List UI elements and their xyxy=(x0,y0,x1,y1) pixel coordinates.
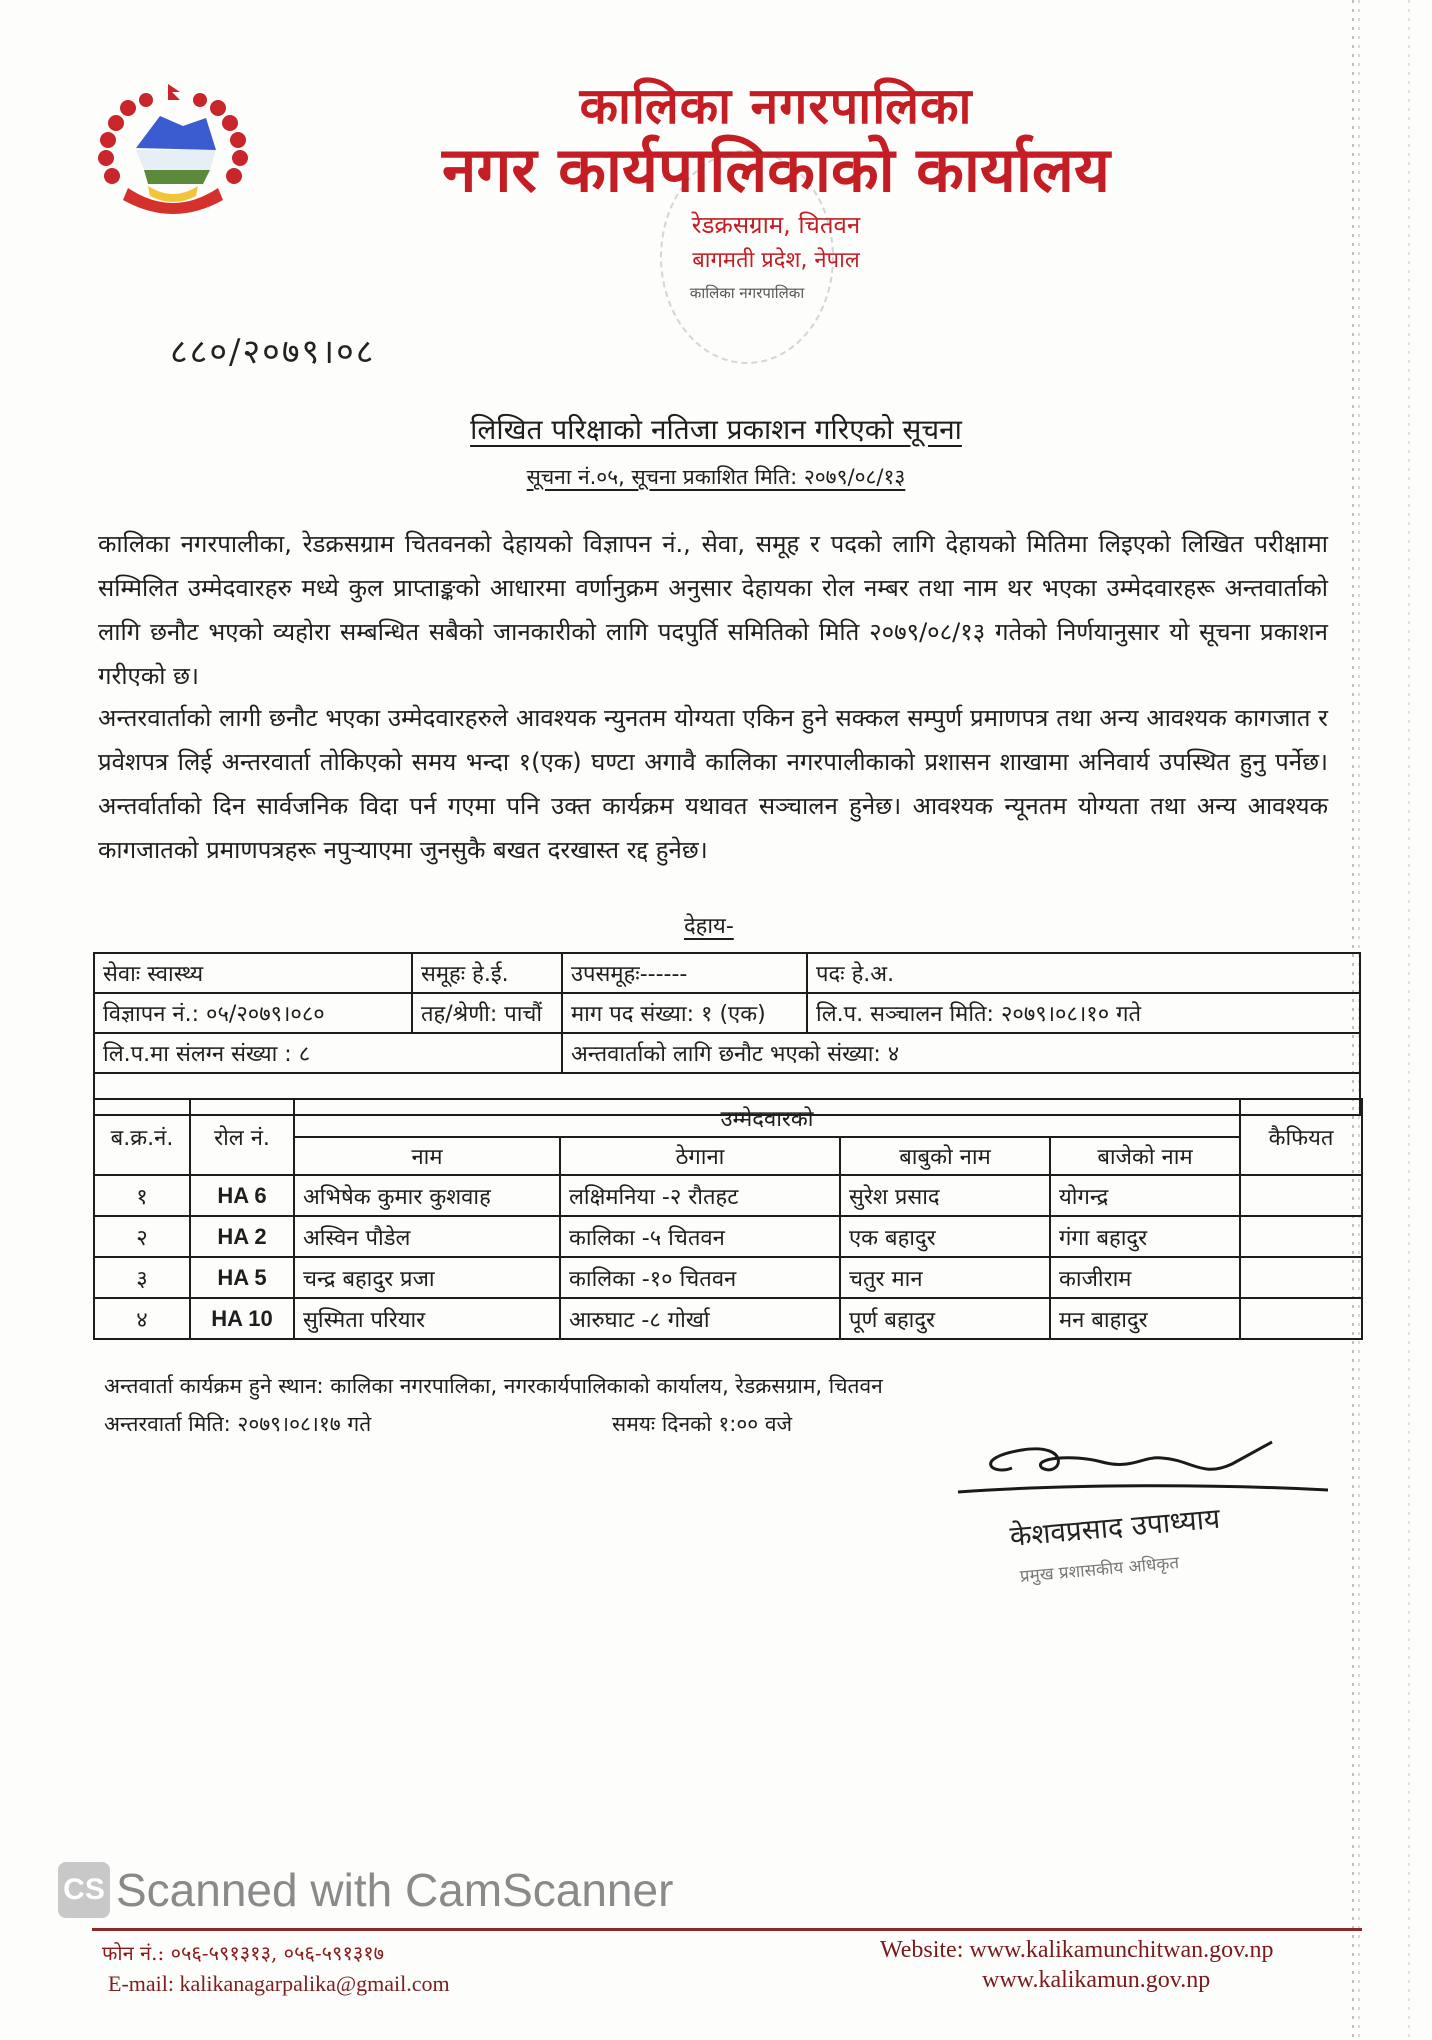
address-line-1: रेडक्रसग्राम, चितवन xyxy=(691,211,861,239)
maag-pad-cell: माग पद संख्या: १ (एक) xyxy=(562,993,807,1033)
camscanner-logo-icon: CS xyxy=(58,1862,110,1918)
exam-details-table xyxy=(93,952,1361,1116)
row-address: आरुघाट -८ गोर्खा xyxy=(560,1298,840,1339)
row-address: कालिका -१० चितवन xyxy=(560,1257,840,1298)
row-address: लक्षिमनिया -२ रौतहट xyxy=(560,1175,840,1216)
header-remarks: कैफियत xyxy=(1240,1099,1362,1175)
signatory-designation: प्रमुख प्रशासकीय अधिकृत xyxy=(1019,1553,1180,1587)
interview-venue: अन्तवार्ता कार्यक्रम हुने स्थान: कालिका नगरपालिका, नगरकार्यपालिकाको कार्यालय, रेडक्रसग्राम, चितवन xyxy=(104,1374,883,1398)
lipa-count-cell: लि.प.मा संलग्न संख्या : ८ xyxy=(94,1033,562,1073)
row-grandfather: मन बाहादुर xyxy=(1050,1298,1240,1339)
row-father: चतुर मान xyxy=(840,1257,1050,1298)
header-sn: ब.क्र.नं. xyxy=(94,1099,190,1175)
notice-subtitle: सूचना नं.०५, सूचना प्रकाशित मिति: २०७९/०८/१३ xyxy=(526,465,906,489)
pad-cell: पदः हे.अ. xyxy=(807,953,1360,993)
table-row xyxy=(94,1257,1362,1298)
notice-title: लिखित परिक्षाको नतिजा प्रकाशन गरिएको सूचना xyxy=(470,413,962,446)
table-row xyxy=(94,1216,1362,1257)
footer-divider xyxy=(92,1928,1362,1931)
table-row xyxy=(94,1175,1362,1216)
signatory-name: केशवप्रसाद उपाध्याय xyxy=(1008,1501,1222,1553)
header-father: बाबुको नाम xyxy=(840,1137,1050,1175)
row-roll: HA 2 xyxy=(190,1216,294,1257)
footer-email: E-mail: kalikanagarpalika@gmail.com xyxy=(108,1971,450,1996)
row-roll: HA 5 xyxy=(190,1257,294,1298)
header-address: ठेगाना xyxy=(560,1137,840,1175)
taha-cell: तह/श्रेणी: पाचौं xyxy=(412,993,562,1033)
notice-paragraph-1: कालिका नगरपालीका, रेडक्रसग्राम चितवनको देहायको विज्ञापन नं., सेवा, समूह र पदको लागि देहायको मितिमा लिइएको लिखित परीक्षामा सम्मिलित उम्मेदवारहरु मध्ये कुल प्राप्ताङ्कको आधारमा वर्णानुक्रम अनुसार देहायका रोल नम्बर तथा नाम थर भएका उम्मेदवारहरू अन्तवार्ताको लागि छनौट भएको व्यहोरा सम्बन्धित सबैको जानकारीको लागि पदपुर्ति समितिको मिति २०७९/०८/१३ गतेको निर्णयानुसार यो सूचना प्रकाशन गरीएको छ। xyxy=(98,530,1328,690)
header-grandfather: बाजेको नाम xyxy=(1050,1137,1240,1175)
row-remarks xyxy=(1240,1298,1362,1339)
notice-paragraph-2: अन्तरवार्ताको लागी छनौट भएका उम्मेदवारहरुले आवश्यक न्युनतम योग्यता एकिन हुने सक्कल सम्पुर्ण प्रमाणपत्र तथा अन्य आवश्यक कागजात र प्रवेशपत्र लिई अन्तरवार्ता तोकिएको समय भन्दा १(एक) घण्टा अगावै कालिका नगरपालीकाको प्रशासन शाखामा अनिवार्य उपस्थित हुनु पर्नेछ। अन्तर्वार्ताको दिन सार्वजनिक विदा पर्न गएमा पनि उक्त कार्यक्रम यथावत सञ्चालन हुनेछ। आवश्यक न्यूनतम योग्यता तथा अन्य आवश्यक कागजातको प्रमाणपत्रहरू नपुऱ्याएमा जुनसुकै बखत दरखास्त रद्द हुनेछ। xyxy=(98,704,1329,864)
scan-edge-artifact xyxy=(1408,0,1410,2040)
row-roll: HA 10 xyxy=(190,1298,294,1339)
row-sn: ४ xyxy=(94,1298,190,1339)
row-father: एक बहादुर xyxy=(840,1216,1050,1257)
sewa-cell: सेवाः स्वास्थ्य xyxy=(94,953,412,993)
table-row xyxy=(94,1298,1362,1339)
row-name: अस्विन पौडेल xyxy=(294,1216,560,1257)
row-sn: १ xyxy=(94,1175,190,1216)
office-name: नगर कार्यपालिकाको कार्यालय xyxy=(442,133,1110,206)
footer-website-2: www.kalikamun.gov.np xyxy=(982,1967,1211,1993)
row-grandfather: गंगा बहादुर xyxy=(1050,1216,1240,1257)
row-name: चन्द्र बहादुर प्रजा xyxy=(294,1257,560,1298)
office-stamp xyxy=(660,150,834,364)
dehay-label: देहाय- xyxy=(684,914,734,939)
lipa-date-cell: लि.प. सञ्चालन मिति: २०७९।०८।१० गते xyxy=(807,993,1360,1033)
vigyapan-cell: विज्ञापन नं.: ०५/२०७९।०८० xyxy=(94,993,412,1033)
row-remarks xyxy=(1240,1175,1362,1216)
interview-time: समयः दिनको १:०० वजे xyxy=(612,1412,793,1436)
row-address: कालिका -५ चितवन xyxy=(560,1216,840,1257)
row-father: पूर्ण बहादुर xyxy=(840,1298,1050,1339)
row-grandfather: योगन्द्र xyxy=(1050,1175,1240,1216)
header-roll: रोल नं. xyxy=(190,1099,294,1175)
row-remarks xyxy=(1240,1216,1362,1257)
header-name: नाम xyxy=(294,1137,560,1175)
samuha-cell: समूहः हे.ई. xyxy=(412,953,562,993)
row-sn: २ xyxy=(94,1216,190,1257)
footer-website-1: Website: www.kalikamunchitwan.gov.np xyxy=(880,1937,1274,1963)
row-father: सुरेश प्रसाद xyxy=(840,1175,1050,1216)
results-table xyxy=(93,1098,1363,1340)
handwritten-signature xyxy=(952,1428,1332,1508)
row-grandfather: काजीराम xyxy=(1050,1257,1240,1298)
header-candidate: उम्मेदवारको xyxy=(294,1099,1240,1137)
row-remarks xyxy=(1240,1257,1362,1298)
stamp-text: कालिका नगरपालिका xyxy=(689,284,805,302)
reference-number: ८८०/२०७९।०८ xyxy=(170,332,376,372)
upasamuha-cell: उपसमूहः------ xyxy=(562,953,807,993)
org-name: कालिका नगरपालिका xyxy=(579,77,973,135)
shortlisted-count-cell: अन्तवार्ताको लागि छनौट भएको संख्या: ४ xyxy=(562,1033,1360,1073)
footer-phone: फोन नं.: ०५६-५९१३१३, ०५६-५९१३१७ xyxy=(102,1941,385,1965)
camscanner-watermark: Scanned with CamScanner xyxy=(116,1864,674,1916)
row-roll: HA 6 xyxy=(190,1175,294,1216)
address-line-2: बागमती प्रदेश, नेपाल xyxy=(692,248,860,273)
row-sn: ३ xyxy=(94,1257,190,1298)
interview-date: अन्तरवार्ता मिति: २०७९।०८।१७ गते xyxy=(104,1412,372,1436)
row-name: सुस्मिता परियार xyxy=(294,1298,560,1339)
row-name: अभिषेक कुमार कुशवाह xyxy=(294,1175,560,1216)
